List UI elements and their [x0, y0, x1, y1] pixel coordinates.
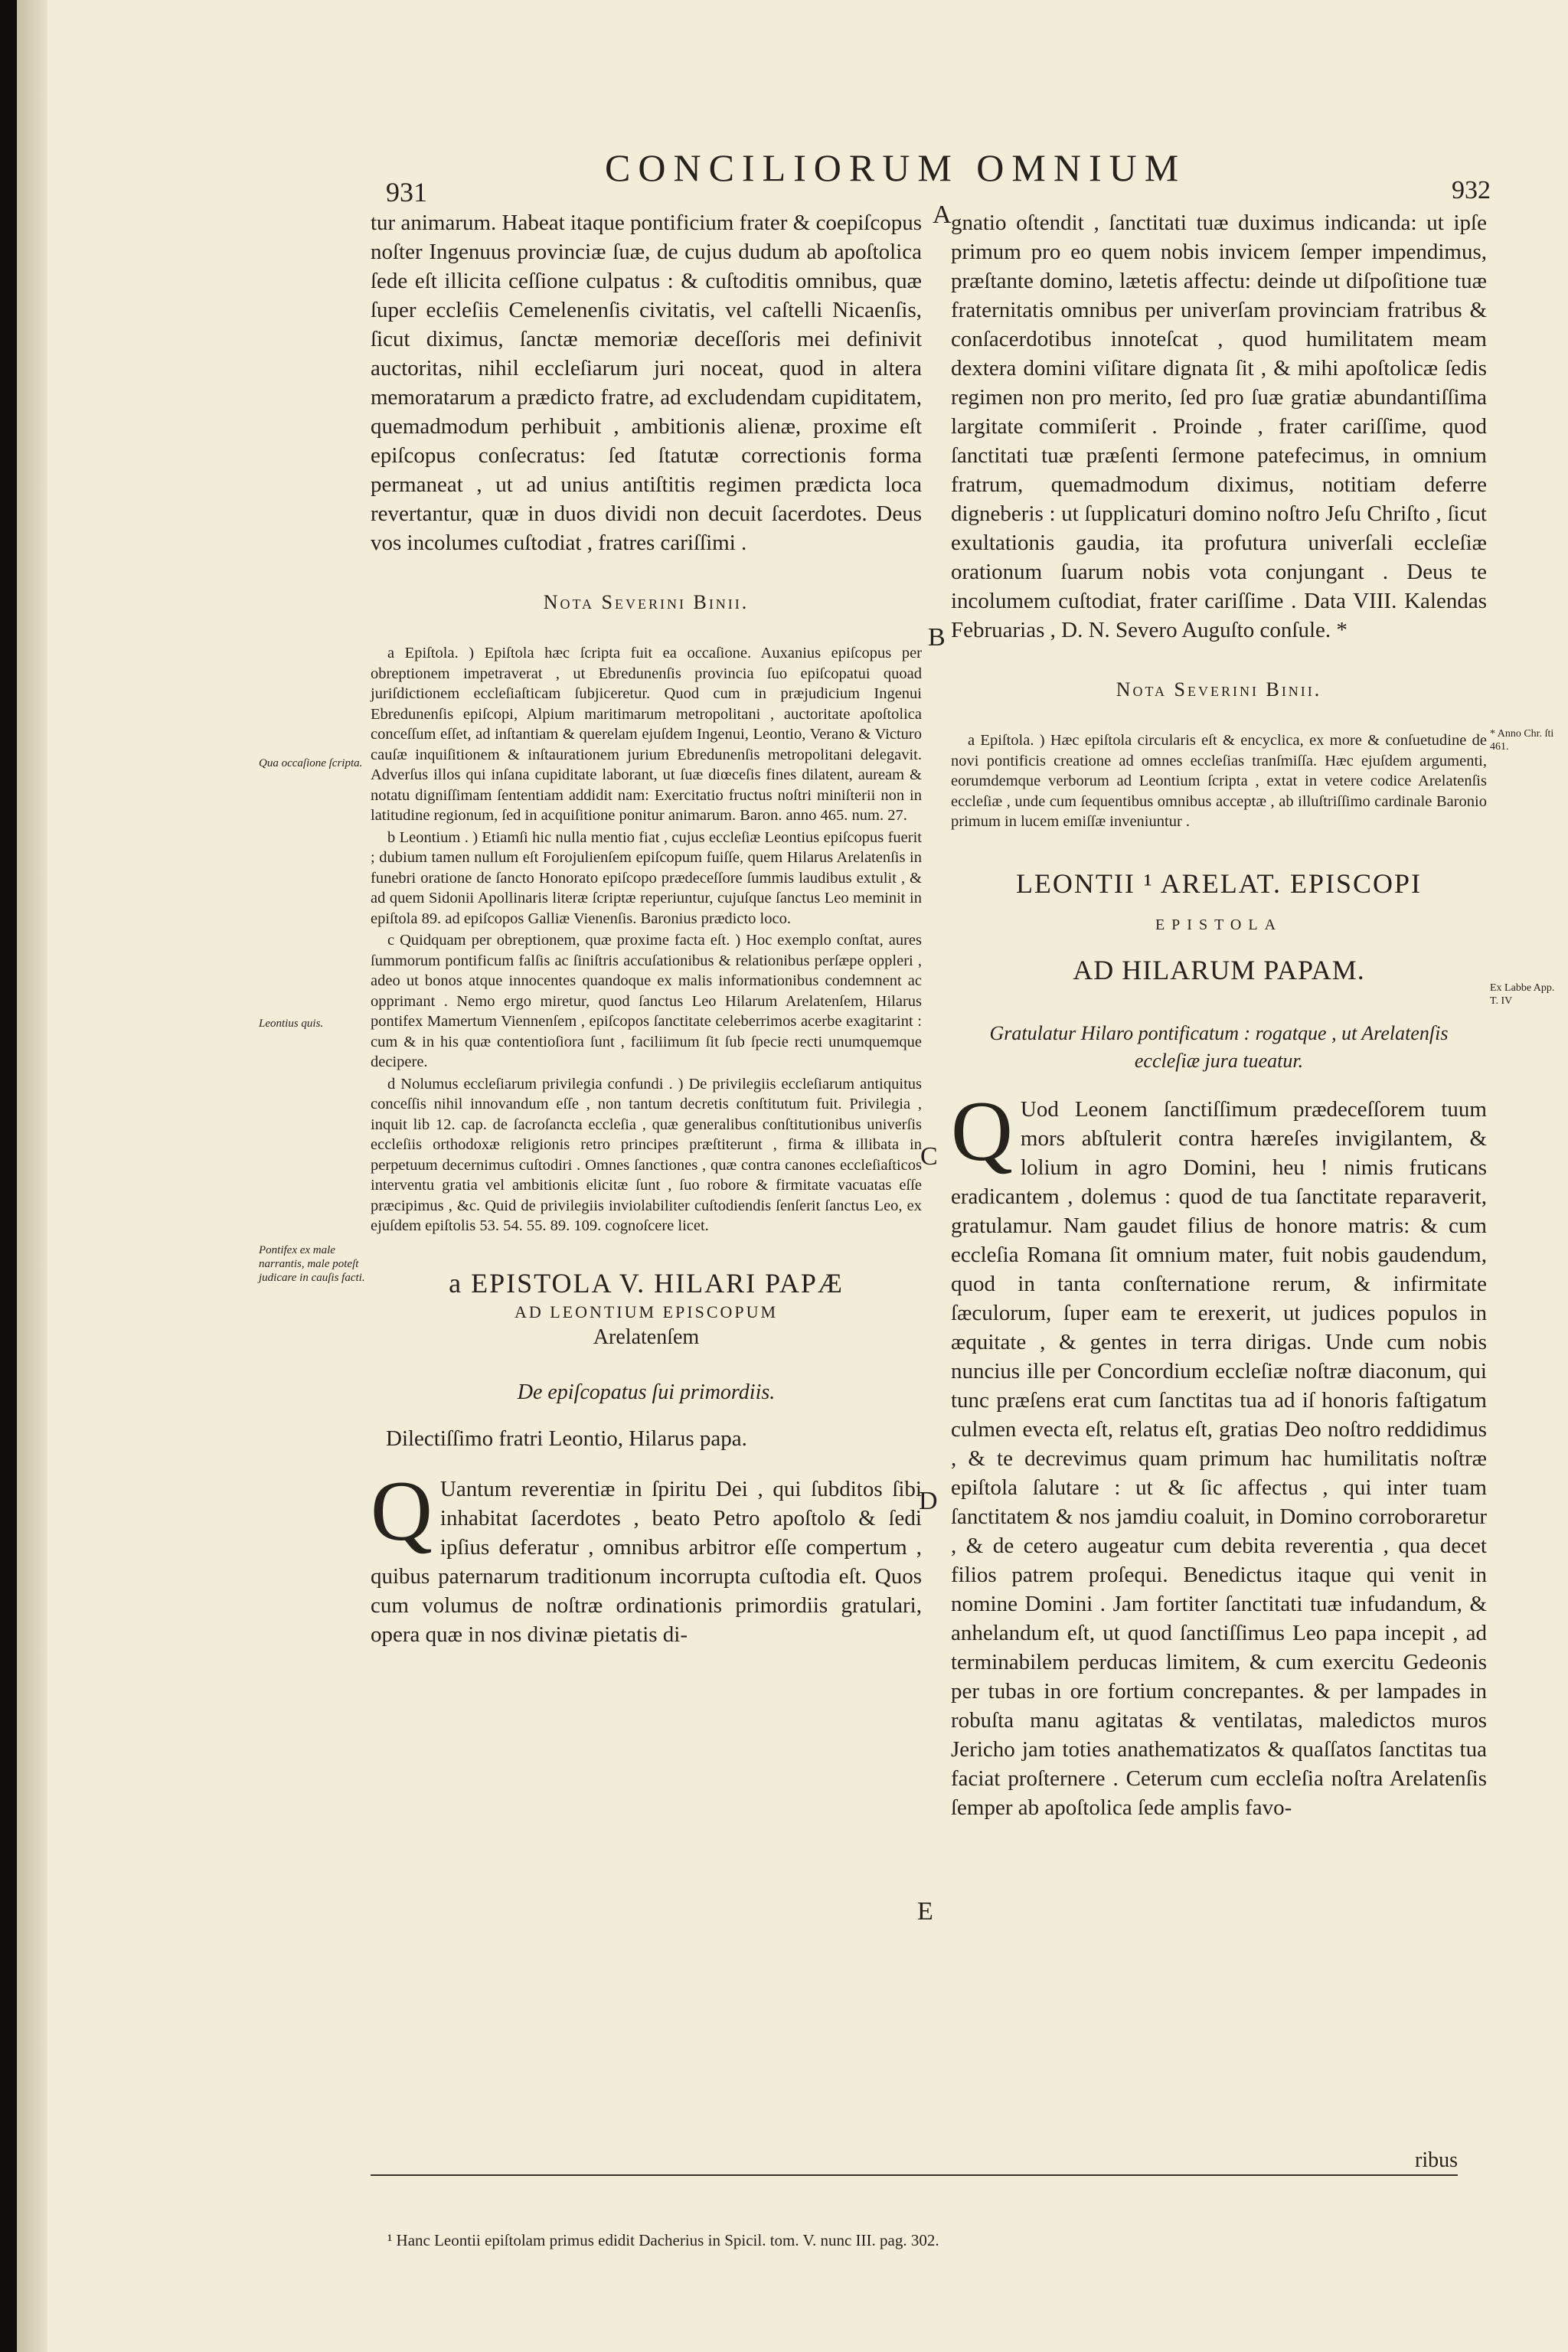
margin-note-labbe: Ex Labbe App. T. IV: [1490, 982, 1555, 1007]
left-notes: [371, 643, 922, 1236]
left-column: [371, 208, 922, 1649]
section-letter-e: E: [917, 1897, 933, 1926]
page-gutter: [17, 0, 47, 2352]
note-c: c Quidquam per obreptionem, quæ proxime facta eſt. ) Hoc exemplo conſtat, aures ſummorum pontificum falſis ac ſiniſtris accuſationibus & relationibus perſæpe oppleri , adeo ut bonos atque innocentes quandoque ex malis informationibus condemnent ac opprimant . Nemo ergo miretur, quod ſanctus Leo Hilarum Arelatenſem, Hilarus pontifex Mamertum Viennenſem , epiſcopos ſanctitate celeberrimos acerbe exagitarint : cum & in his quæ contentioſiora ſunt , faciliimum ſit ſub ſpecie recti unumquemque decipere.: [371, 932, 922, 1070]
epistle-subtitle: AD LEONTIUM EPISCOPUM: [514, 1302, 779, 1321]
section-letter-b: B: [928, 623, 946, 652]
left-main-text: tur animarum. Habeat itaque pontificium frater & coepiſcopus noſter Ingenuus provinciæ ſuæ, de cujus dudum ab apoſtolica ſede eſt illicita ceſſione culpatus : & cuſtoditis omnibus, quæ ſuper eccleſiis Cemelenenſis civitatis, vel caſtelli Nicaenſis, ſicut diximus, ſanctæ memoriæ deceſſoris mei definivit auctoritas, nihil eccleſiarum juri noceat, quod in altera memoratarum a prædicto fratre, ad excludendam cupiditatem, quemadmodum perhibuit , ambitionis alienæ, proxime eſt epiſcopus conſecratus: ſed ſtatutæ correctionis forma permaneat , ut ad unius antiſtitis regimen prædicta loca revertantur, quæ in duos dividi non decuit ſacerdotes. Deus vos incolumes cuſtodiat , fratres cariſſimi .: [371, 211, 922, 555]
note-b: b Leontium . ) Etiamſi hic nulla mentio fiat , cujus eccleſiæ Leontius epiſcopus fuerit ; dubium tamen nullum eſt Forojulienſem epiſcopum fuiſſe, quem Hilarus Arelatenſis in funebri oratione de ſancto Honorato epiſcopo prædeceſſore ſummis laudibus extulit , & ad quem Sidonii Apollinaris literæ ſcriptæ reperiuntur, cujuſque ſanctus Leo meminit in epiſtola 89. ad epiſcopos Galliæ Vienenſis. Baronius prædicto loco.: [371, 828, 922, 927]
section-letter-a: A: [933, 201, 952, 229]
drop-cap-left: Q: [371, 1463, 433, 1559]
right-epistle-body: [951, 1083, 1487, 1822]
running-title: CONCILIORUM OMNIUM: [605, 146, 1187, 189]
margin-note-anno: * Anno Chr. ſti 461.: [1490, 728, 1554, 753]
left-note-heading: Nota Severini Binii.: [543, 591, 750, 613]
epistola-label: EPISTOLA: [1155, 916, 1283, 933]
note-a: a Epiſtola. ) Epiſtola hæc ſcripta fuit ea occaſione. Auxanius epiſcopus per obreptionem impetraverat , ut Ebredunenſis provincia ſuo epiſcopatui quoad juriſdictionem eccleſiaſticam ſubjiceretur. Quod cum in præjudicium Ingenui Ebredunenſis epiſcopi, Alpium maritimarum metropolitani , auctoritate apoſtolica conceſſum eſſet, ad inſtantiam & querelam ejuſdem Ingenui, Leontio, Verano & Victuro cauſæ inquiſitionem & inſtaurationem jurium Ebredunenſis metropolitani delegavit. Adverſus illos qui inſana cupiditate laborant, ut ſuæ diœceſis fines dilatent, auream & notatu digniſſimam ſententiam addidit nam: Exercitatio fructus noſtri miniſterii non in latitudine regionum, ſed in acquiſitione ponitur animarum. Baron. anno 465. num. 27.: [371, 645, 922, 824]
right-epistle-text: Uod Leonem ſanctiſſimum prædeceſſorem tuum mors abſtulerit contra hæreſes invigilantem, & lolium in agro Domini, heu ! nimis fruticans eradicantem , dolemus : quod de tua ſanctitate reparaverit, gratulamur. Nam gaudet filius de honore matris: & cum eccleſia Romana ſit omnium mater, fuit nobis gaudendum, quod in tanta conſternatione rerum, & infirmitate ſæculorum, ſuper eam te erexerit, ut judices populos in æquitate , & gentes in terra dirigas. Unde cum nobis nuncius ille per Concordium eccleſiæ noſtræ diaconum, qui tunc præſens erat cum ſanctitas tua ad iſ honoris faſtigatum culmen evecta eſt, relatus eſt, gratias Deo noſtro reddidimus , & te decrevimus quam primum hac humilitatis noſtræ epiſtola ſalutare : ut & ſic affectus , qui inter tuam ſanctitatem & nos jamdiu coaluit, in Domino corroboraretur , & de cetero augeatur cum debita reverentia , qua decet filios patrem proſequi. Benedictus itaque qui venit in nomine Domini . Jam fortiter ſanctitati tuæ infudandum, & anhelandum eſt, ut quod ſanctiſſimus Leo papa incepit , ad terminabilem perducas limitem, & cum exercitu Gedeonis per tubas in ore fortium concrepantes. & per lampades in robuſta manu agitatas & ventilatas, maledictos muros Jericho jam toties anathematizatos & quaſſatos ſanctitas tua faciat proſternere . Ceterum cum eccleſia noſtra Arelatenſis ſemper ab apoſtolica ſede amplis favo-: [951, 1096, 1487, 1820]
right-main-text: gnatio oſtendit , ſanctitati tuæ duximus indicanda: ut ipſe primum pro eo quem nobis invicem ſemper impendimus, præſtante domino, lætetis affectu: deinde ut diſpoſitione tuæ fraternitatis omnibus per univerſam provinciam fratribus & conſacerdotibus innoteſcat , quod humilitatem meam dextera domini viſitare dignata ſit , & mihi apoſtolicæ ſedis regimen non pro merito, ſed pro ſuæ gratiæ abundantiſſima largitate commiſerit . Proinde , frater cariſſime, quod ſanctitati tuæ præſenti ſermone patefecimus, in omnium fratrum, quemadmodum diximus, notitiam deferre digneberis : ut ſupplicaturi domino noſtro Jeſu Chriſto , ſicut exultationis gaudia, ita profutura univerſali eccleſiæ orationum ſuarum nobis vota conjungant . Deus te incolumem cuſtodiat, frater cariſſime . Data VIII. Kalendas Februarias , D. N. Severo Auguſto conſule. *: [951, 211, 1487, 642]
page-number-right: 932: [1452, 176, 1491, 204]
right-note-heading: Nota Severini Binii.: [1116, 678, 1322, 701]
note-d: d Nolumus eccleſiarum privilegia confundi . ) De privilegiis eccleſiarum antiquitus conceſſis nihil innovandum eſſe , non tantum decretis conſtitutum fuit. Privilegia , inquit lib 12. cap. de ſacroſancta eccleſia , quæ generalibus conſtitutionibus univerſis eccleſiis orthodoxæ religionis retro principes præſtiterunt , firma & illibata in perpetuum decernimus cuſtodiri . Omnes ſanctiones , quæ contra canones eccleſiaſticos interventu gratia vel ambitionis elicitæ ſunt , ſuo robore & firmitate vacuatas eſſe præcipimus , &c. Quid de privilegiis inviolabiliter cuſtodiendis ſenſerit ſanctus Leo, ex ejuſdem epiſtolis 53. 54. 55. 89. 109. cognoſcere licet.: [371, 1075, 922, 1234]
epistle-rubric: De epiſcopatus ſui primordiis.: [517, 1380, 776, 1404]
ad-hilarum-heading: AD HILARUM PAPAM.: [1073, 954, 1365, 985]
section-letter-d: D: [919, 1487, 938, 1515]
section-letter-c: C: [920, 1142, 938, 1171]
margin-note-pontifex: Pontifex ex male narrantis, male poteſt judicare in cauſis facti.: [259, 1244, 365, 1284]
catchword: ribus: [1415, 2148, 1458, 2172]
scan-edge: [0, 0, 17, 2352]
salutation: Dilectiſſimo fratri Leontio, Hilarus papa.: [386, 1426, 747, 1451]
right-column: [951, 208, 1487, 1822]
right-notes: [951, 730, 1487, 832]
right-note-a: a Epiſtola. ) Hæc epiſtola circularis eſt & encyclica, ex more & conſuetudine de novi pontificis creatione ad omnes eccleſias tranſmiſſa. Hæc ejuſdem argumenti, eorumdemque verborum ad Leontium ſcripta , extat in vetere codice Arelatenſis eccleſiæ , unde cum ſequentibus omnibus acceptæ , ab illuſtriſſimo cardinale Baronio primum in lucem emiſſæ inveniuntur .: [951, 732, 1487, 830]
left-epistle-body: [371, 1463, 922, 1649]
footnote-rule: [371, 2174, 1458, 2176]
right-rubric: Gratulatur Hilaro pontificatum : rogatque , ut Arelatenſis eccleſiæ jura tueatur.: [989, 1021, 1449, 1072]
leontii-heading: LEONTII ¹ ARELAT. EPISCOPI: [1015, 867, 1423, 899]
running-head: [0, 145, 1568, 207]
epistle-title: a EPISTOLA V. HILARI PAPÆ: [449, 1267, 844, 1298]
drop-cap-right: Q: [951, 1083, 1013, 1179]
margin-note-occasion: Qua occaſione ſcripta.: [259, 757, 363, 769]
footnote: ¹ Hanc Leontii epiſtolam primus edidit Dacherius in Spicil. tom. V. nunc III. pag. 302.: [387, 2231, 939, 2249]
margin-note-leontius: Leontius quis.: [259, 1018, 324, 1030]
page-number-left: 931: [386, 177, 427, 207]
left-epistle-text: Uantum reverentiæ in ſpiritu Dei , qui ſubditos ſibi inhabitat ſacerdotes , beato Petro apoſtolo & ſedi ipſius deferatur , omnibus arbitror eſſe compertum , quibus paternarum traditionum incorrupta cuſtodia eſt. Quos cum volumus de noſtræ ordinationis primordiis gratulari, opera quæ in nos divinæ pietatis di-: [371, 1476, 922, 1647]
epistle-subtitle-2: Arelatenſem: [593, 1325, 700, 1349]
